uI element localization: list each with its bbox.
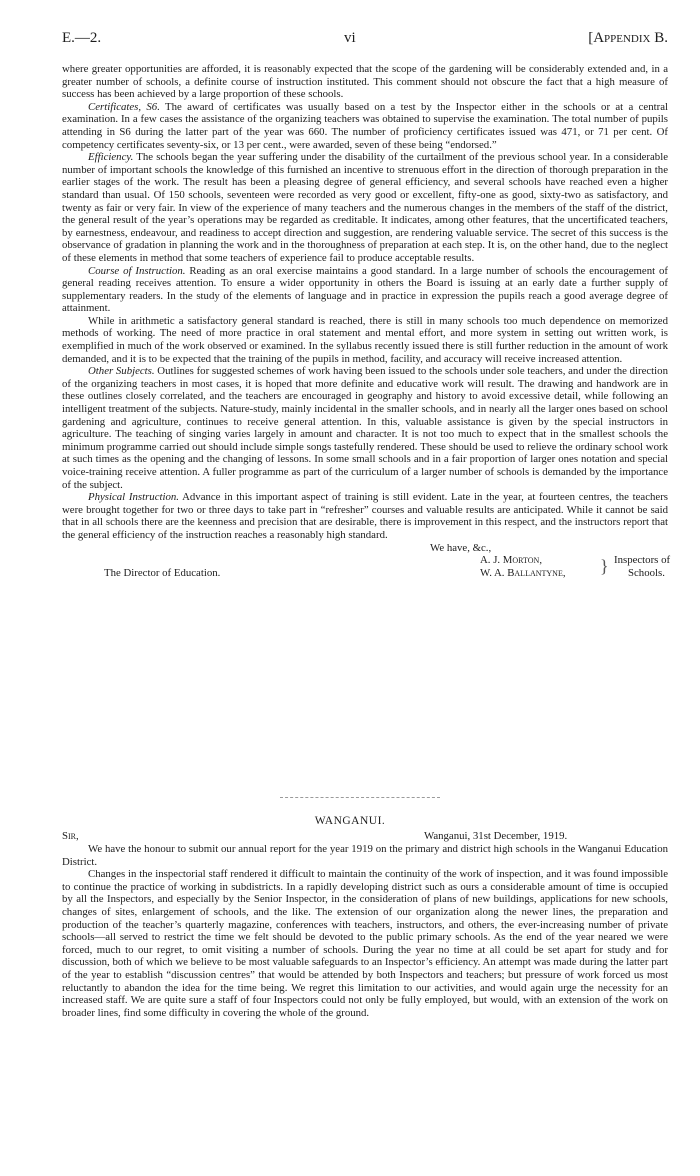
paragraph-gardening-continuation: where greater opportunities are afforded, it is reasonably expected that the scope of the gardening will be considerably extended and, in a greater number of schools, a definite course of instruction instituted. This comment should not obscure the fact that a high measure of success has been achieved by a large proportion of these schools.	[62, 63, 668, 101]
paragraph-efficiency	[62, 151, 668, 264]
salutation-row	[62, 830, 668, 843]
subheading-certificates: Certificates, S6.	[88, 100, 160, 113]
paragraph-other-subjects-text: Outlines for suggested schemes of work having been issued to the schools under sole teachers, and under the direction of the organizing teachers in most cases, it is hoped that more definite and educative work will result. The drawing and handwork are in these outlines closely correlated, and the teachers are encouraged in geography and history to avoid excessive detail, while following an intelligent treatment of the subjects. Nature-study, mainly incidental in the smaller schools, and in nearly all the larger ones based on school gardening and agriculture, continues to receive general attention. In this, valuable assistance is given by the special instructors in agriculture. The teaching of singing varies largely in amount and character. It is not too much to expect that in the smallest schools the minimum programme carried out should include simple songs tastefully rendered. These should be used to relieve the ordinary school work at such times as the opening and the changing of lessons. In some small schools and in a fair proportion of larger ones notation and special voice-training receive attention. A fuller programme as part of the curriculum of a larger number of schools is demanded by the importance of the subject.	[62, 365, 668, 491]
subheading-physical-instruction: Physical Instruction.	[88, 491, 179, 504]
paragraph-certificates	[62, 101, 668, 151]
signature-block	[62, 541, 671, 580]
paragraph-staff-changes: Changes in the inspectorial staff rendered it difficult to maintain the continuity of the work of inspection, and it was found impossible to continue the practice of working in subdistricts. In a rapidly developing district such as ours a considerable amount of time is occupied by all the Inspectors, and especially by the Senior Inspector, in the consideration of plans of new buildings, applications for new schools, changes of sites, enlargement of schools, and the like. The extension of our organization along the newer lines, the preparation and production of the teacher’s quarterly magazine, conferences with teachers, instructors, and others, the ever-increasing number of private schools—all served to restrict the time we felt should be devoted to the public primary schools. As the end of the year neared we were forced, much to our regret, to omit visiting a number of schools. During the year no time at all could be set apart for study and for discussion, both of which we believe to be most valuable safeguards to an Inspector’s efficiency. An attempt was made during the latter part of the year to establish “discussion centres” that would be attended by both Inspectors and teachers; but pressure of work forced us most reluctantly to abandon the idea for the time being. We regret this limitation to our activities, and would again urge the necessity for an increased staff. We are quite sure a staff of four Inspectors could not only be fully employed, but would, with an extension of the work on broader lines, find some difficulty in covering the whole of the ground.	[62, 868, 668, 1019]
paragraph-arithmetic: While in arithmetic a satisfactory general standard is reached, there is still in many schools too much dependence on memorized methods of working. The need of more practice in oral statement and mental effort, and more system in setting out written work, is exemplified in much of the work observed or examined. In the syllabus recently issued there is still further reduction in the amount of work demanded, and it is to be expected that the training of the pupils in method, facility, and accuracy will receive increased attention.	[62, 314, 668, 365]
signatory-ballantyne: W. A. Ballantyne,	[480, 566, 566, 579]
signatory-title-line1: Inspectors of	[614, 554, 671, 567]
brace-mark: }	[600, 556, 609, 577]
paragraph-introduction: We have the honour to submit our annual report for the year 1919 on the primary and district high schools in the Wanganui Education District.	[62, 843, 668, 868]
date-line: Wanganui, 31st December, 1919.	[424, 830, 568, 842]
subheading-efficiency: Efficiency.	[88, 151, 134, 164]
signatory-title-line2: Schools.	[628, 566, 665, 579]
salutation: Sir,	[62, 830, 79, 842]
header-report-code: E.—2.	[62, 30, 102, 46]
addressee: The Director of Education.	[104, 566, 221, 579]
paragraph-course-text: Reading as an oral exercise maintains a good standard. In a large number of schools the encouragement of general reading receives attention. To ensure a wider opportunity in others the Board is issuing at an early date a further supply of supplementary readers. In the study of the elements of language and in practice in expression the pupils reach a good average degree of attainment.	[62, 264, 668, 315]
report-body-section-2	[62, 830, 668, 1019]
paragraph-certificates-text: The award of certificates was usually based on a test by the Inspector either in the schools or at a central examination. In a few cases the assistance of the organizing teachers was obtained to supervise the examination. The total number of pupils attending in S6 during the latter part of the year was 660. The number of proficiency certificates issued was 471, or 71 per cent. Of competency certificates seventy-six, or 13 per cent., were awarded, seven of these being “endorsed.”	[62, 100, 668, 151]
section-divider	[280, 797, 440, 798]
report-body-section-1	[62, 63, 671, 580]
paragraph-physical-text: Advance in this important aspect of training is still evident. Late in the year, at fourteen centres, the teachers were brought together for two or three days to take part in “refresher” courses and valuable results are anticipated. While it cannot be said that in all schools there are the keenness and precision that are desirable, there is improvement in this respect, and the instructors report that the general efficiency of the instruction reaches a reasonably high standard.	[62, 491, 668, 541]
paragraph-course-of-instruction	[62, 265, 668, 315]
page-header	[62, 30, 668, 52]
header-appendix-label: [Appendix B.	[588, 30, 668, 46]
subheading-course-of-instruction: Course of Instruction.	[88, 264, 186, 277]
paragraph-other-subjects	[62, 365, 668, 491]
paragraph-physical-instruction	[62, 491, 668, 541]
paragraph-efficiency-text: The schools began the year suffering under the disability of the curtailment of the previous school year. In a considerable number of important schools the knowledge of this furnished an incentive to strenuous effort in the direction of thorough preparation in the earlier stages of the work. The result has been a pleasing degree of general efficiency, and several schools have reached even a higher standard than usual. Of 150 schools, seventeen were recorded as very good or excellent, fifty-one as good, sixty-two as satisfactory, and twenty as fair or very fair. In view of the experience of many teachers and the numerous changes in the members of the staff of the district, the general result of the year’s operations may be regarded as creditable. It indicates, among other features, that the uncertificated teachers, by earnestness, endeavour, and readiness to accept direction and suggestion, are rendering valuable service. The secret of this success is the observance of gradation in planning the work and in the thoroughness of preparation at each step. It is, on the other hand, due to the neglect of these elements in method that some teachers of experience fail to produce acceptable results.	[62, 151, 668, 264]
signatory-morton: A. J. Morton,	[480, 554, 543, 567]
header-page-number: vi	[344, 30, 356, 46]
section-title-wanganui: WANGANUI.	[314, 815, 386, 827]
closing-phrase: We have, &c.,	[430, 541, 492, 554]
subheading-other-subjects: Other Subjects.	[88, 365, 155, 378]
